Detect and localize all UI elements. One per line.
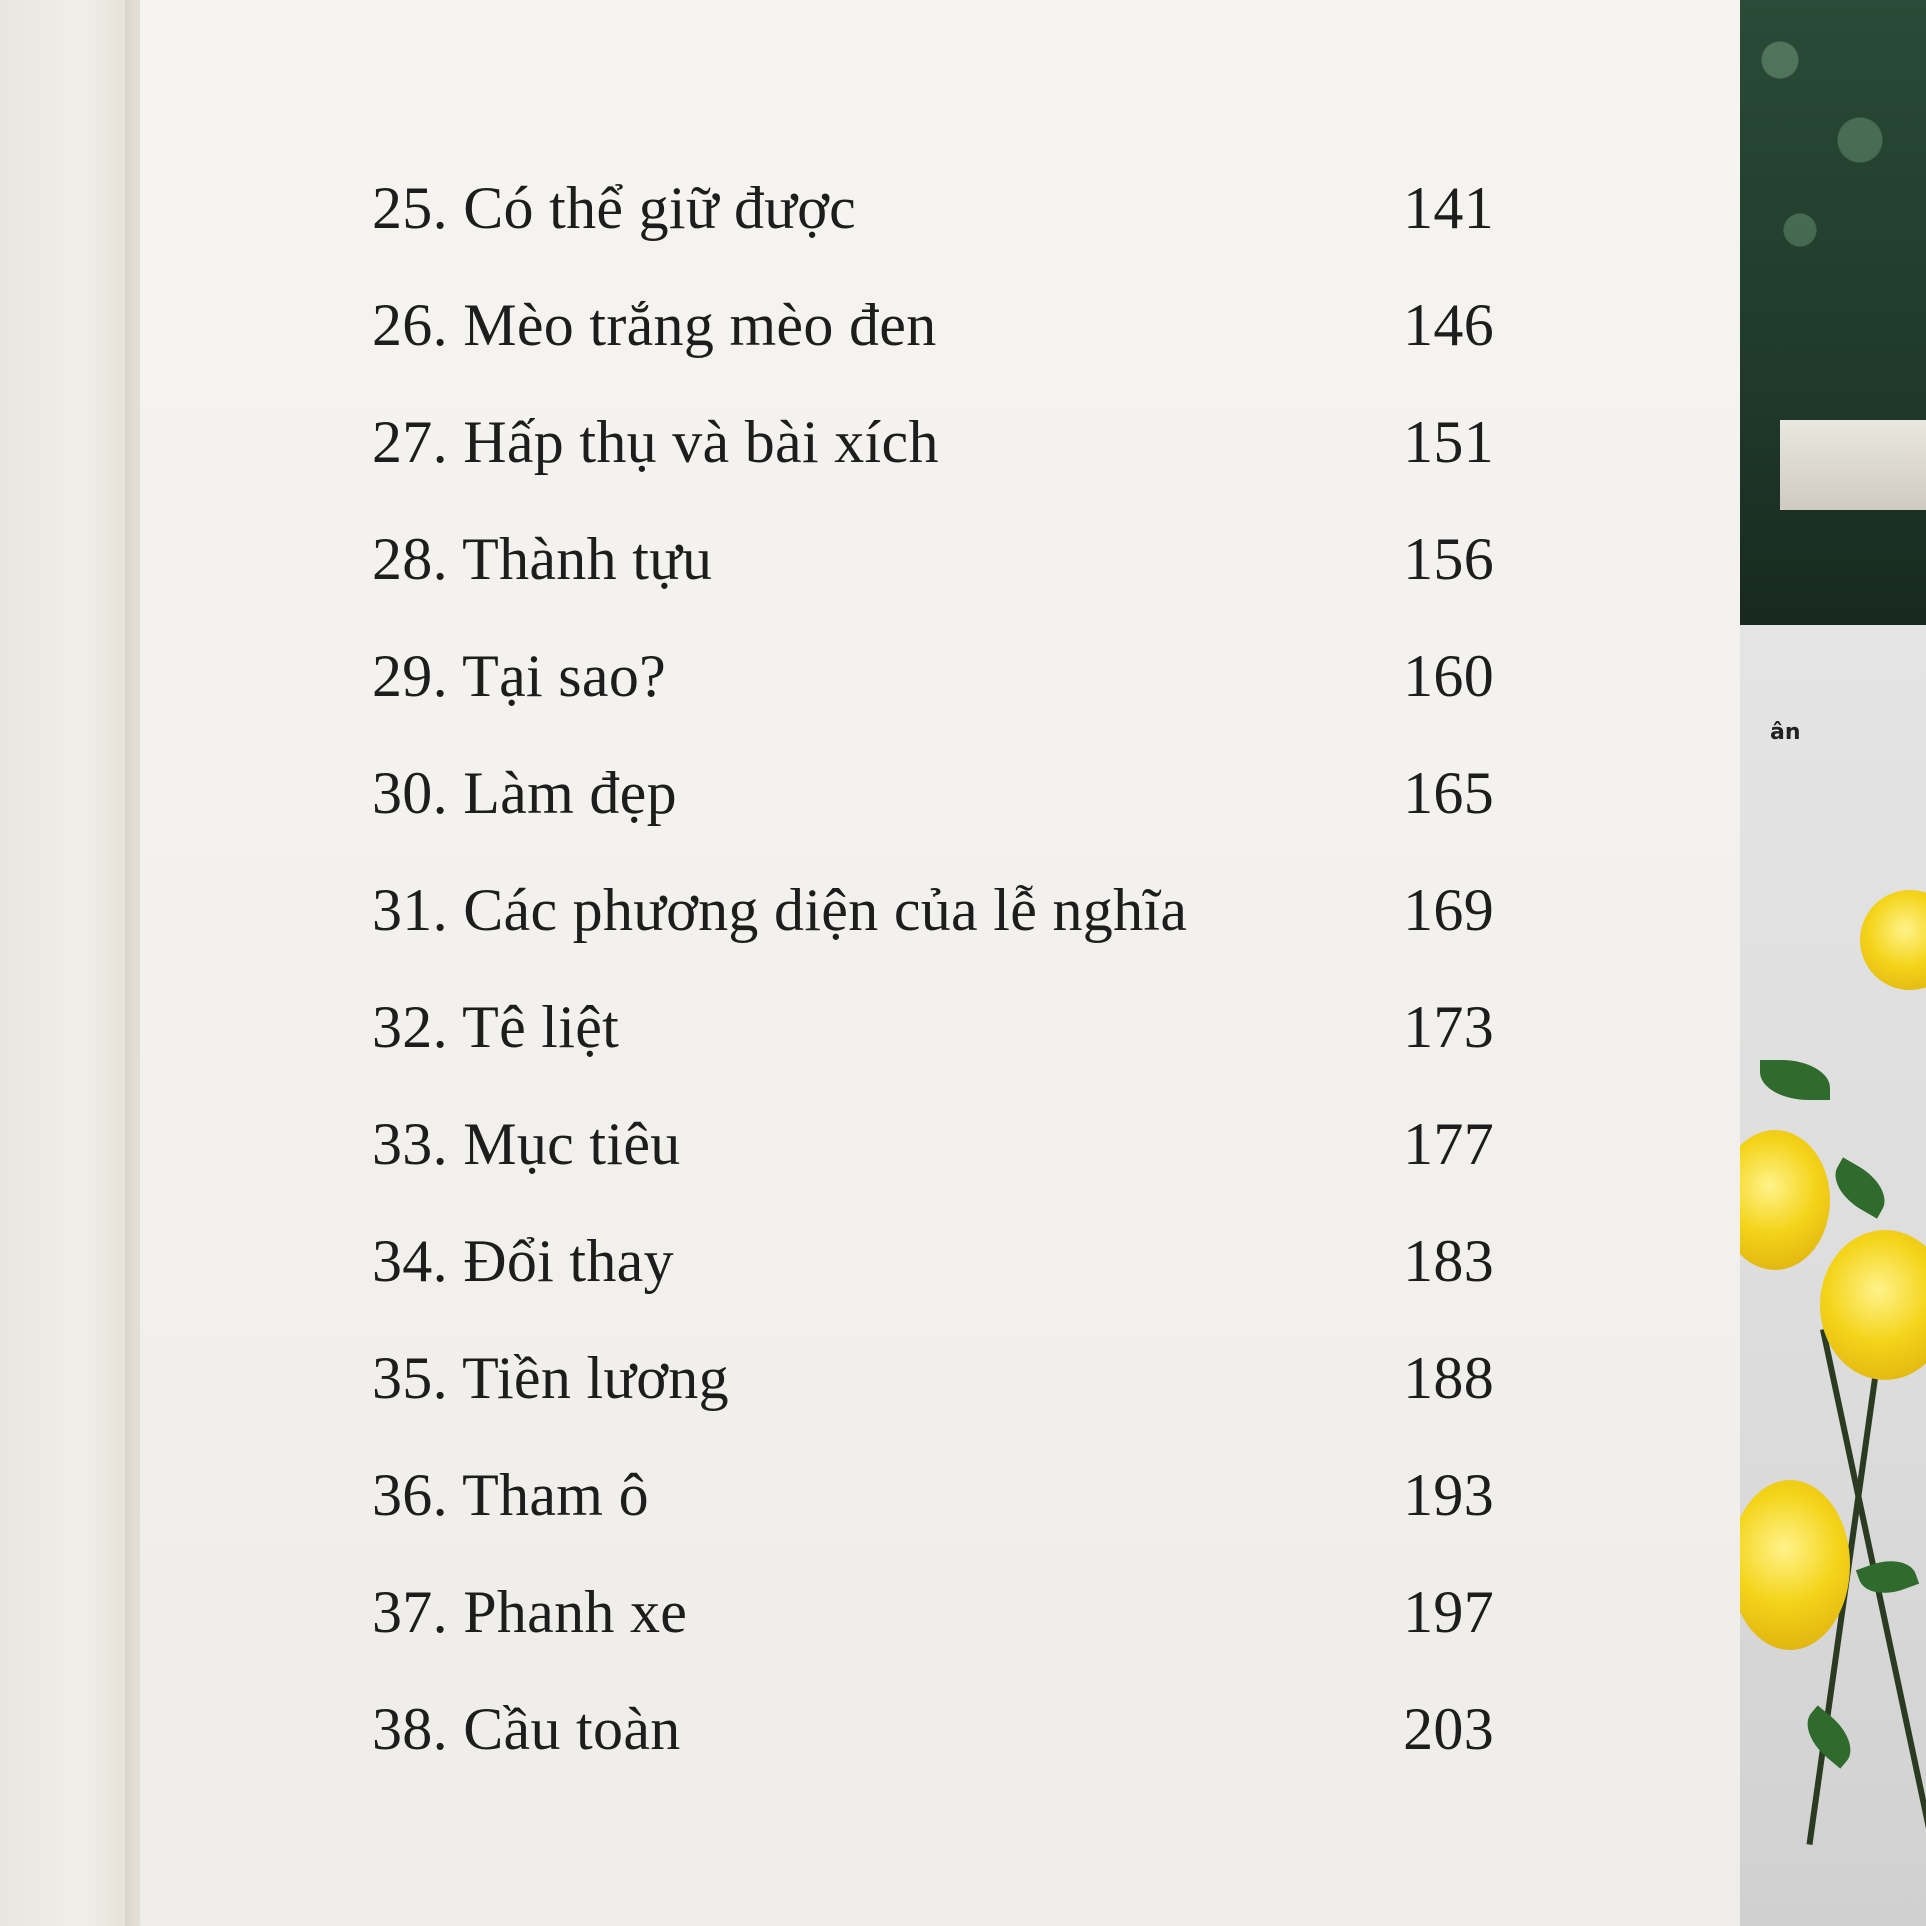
toc-entry-page: 197 xyxy=(1403,1578,1494,1645)
toc-entry-title: 36. Tham ô xyxy=(372,1461,649,1528)
toc-entry-title: 26. Mèo trắng mèo đen xyxy=(372,291,937,358)
toc-entry-title: 33. Mục tiêu xyxy=(372,1110,681,1177)
toc-entry-title: 37. Phanh xe xyxy=(372,1578,688,1645)
green-book-cover xyxy=(1740,0,1926,630)
toc-entry xyxy=(372,1216,1494,1306)
toc-entry xyxy=(372,865,1494,955)
toc-entry xyxy=(372,982,1494,1072)
toc-entry-page: 146 xyxy=(1403,291,1494,358)
toc-entry xyxy=(372,280,1494,370)
toc-entry xyxy=(372,163,1494,253)
toc-entry xyxy=(372,1333,1494,1423)
toc-entry-page: 183 xyxy=(1403,1227,1494,1294)
toc-entry-page: 203 xyxy=(1403,1695,1494,1762)
toc-entry-page: 151 xyxy=(1403,408,1494,475)
toc-entry-title: 32. Tê liệt xyxy=(372,993,620,1060)
background-books xyxy=(1740,0,1926,1926)
toc-entry-page: 169 xyxy=(1403,876,1494,943)
toc-entry-page: 188 xyxy=(1403,1344,1494,1411)
toc-entry-page: 165 xyxy=(1403,759,1494,826)
toc-entry-page: 141 xyxy=(1403,174,1494,241)
toc-entry xyxy=(372,514,1494,604)
toc-entry-title: 38. Cầu toàn xyxy=(372,1695,681,1762)
toc-entry-title: 35. Tiền lương xyxy=(372,1344,729,1411)
toc-entry-title: 31. Các phương diện của lễ nghĩa xyxy=(372,876,1188,943)
toc-entry xyxy=(372,1567,1494,1657)
toc-entry xyxy=(372,397,1494,487)
toc-entry-page: 156 xyxy=(1403,525,1494,592)
toc-entry xyxy=(372,1450,1494,1540)
toc-entry-title: 27. Hấp thụ và bài xích xyxy=(372,408,939,475)
toc-entry-title: 28. Thành tựu xyxy=(372,525,713,592)
toc-entry-page: 193 xyxy=(1403,1461,1494,1528)
toc-entry-page: 177 xyxy=(1403,1110,1494,1177)
toc-entry-title: 29. Tại sao? xyxy=(372,642,667,709)
toc-entry-title: 30. Làm đẹp xyxy=(372,759,677,826)
toc-entry xyxy=(372,631,1494,721)
cover-text-fragment: ân xyxy=(1770,720,1801,745)
toc-entry xyxy=(372,1099,1494,1189)
toc-entry-page: 160 xyxy=(1403,642,1494,709)
toc-entry-page: 173 xyxy=(1403,993,1494,1060)
toc-entry xyxy=(372,1684,1494,1774)
toc-entry xyxy=(372,748,1494,838)
toc-entry-title: 25. Có thể giữ được xyxy=(372,174,857,241)
toc-entry-title: 34. Đổi thay xyxy=(372,1227,674,1294)
book-page-edge xyxy=(1780,420,1926,510)
